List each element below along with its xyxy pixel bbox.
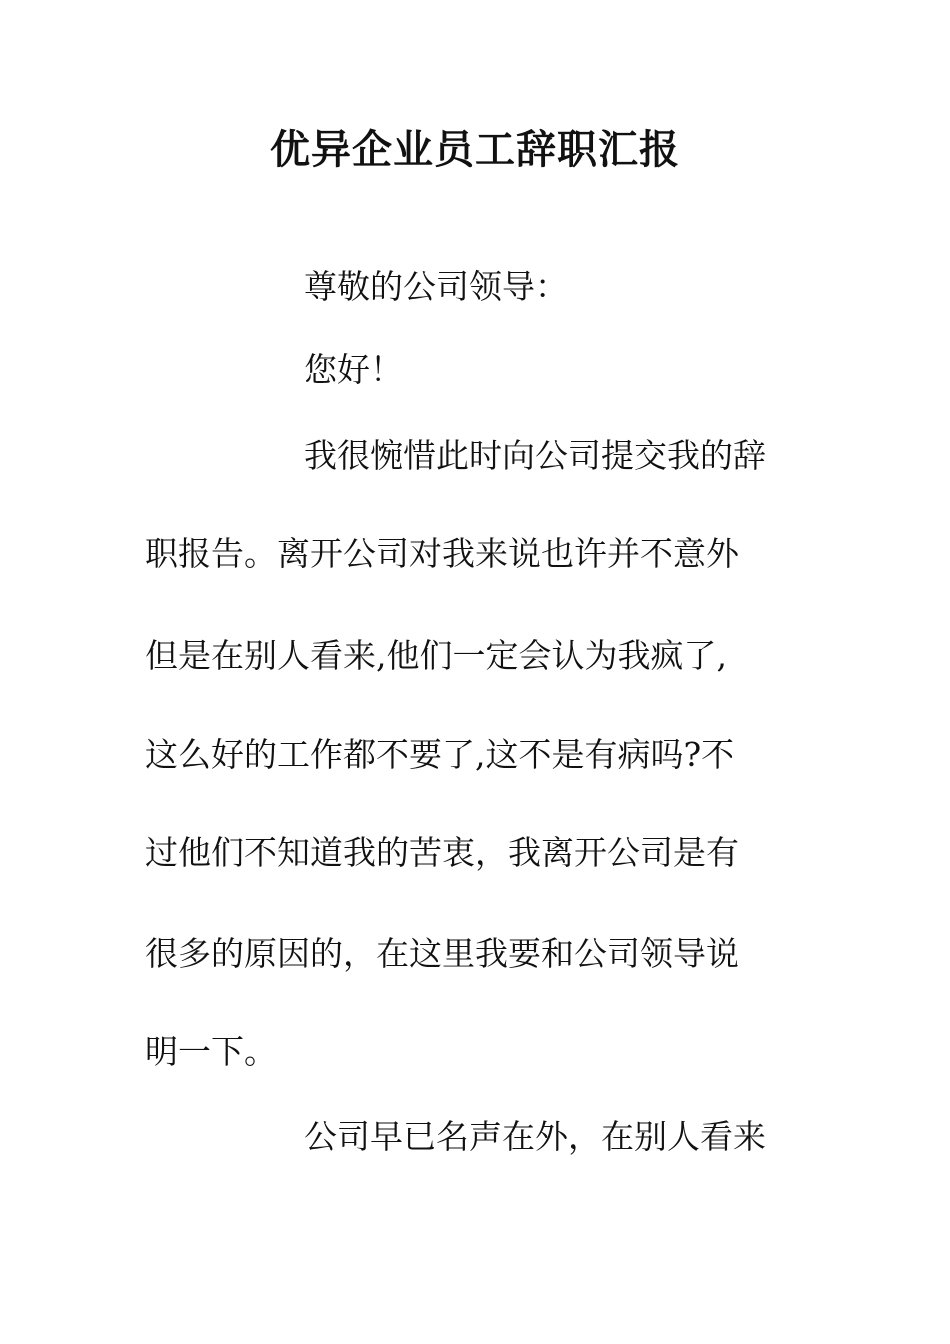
greeting: 您好！ (304, 350, 403, 389)
salutation: 尊敬的公司领导： (304, 267, 568, 306)
paragraph-line: 但是在别人看来,他们一定会认为我疯了, (145, 636, 727, 675)
page-title: 优异企业员工辞职汇报 (270, 126, 680, 173)
paragraph-line: 公司早已名声在外，在别人看来 (304, 1117, 766, 1156)
paragraph-line: 过他们不知道我的苦衷，我离开公司是有 (145, 833, 739, 872)
paragraph-line: 很多的原因的，在这里我要和公司领导说 (145, 934, 739, 973)
paragraph-line: 我很惋惜此时向公司提交我的辞 (304, 436, 766, 475)
paragraph-line: 明一下。 (145, 1032, 277, 1071)
paragraph-line: 职报告。离开公司对我来说也许并不意外 (145, 534, 739, 573)
paragraph-line: 这么好的工作都不要了,这不是有病吗?不 (145, 735, 735, 774)
